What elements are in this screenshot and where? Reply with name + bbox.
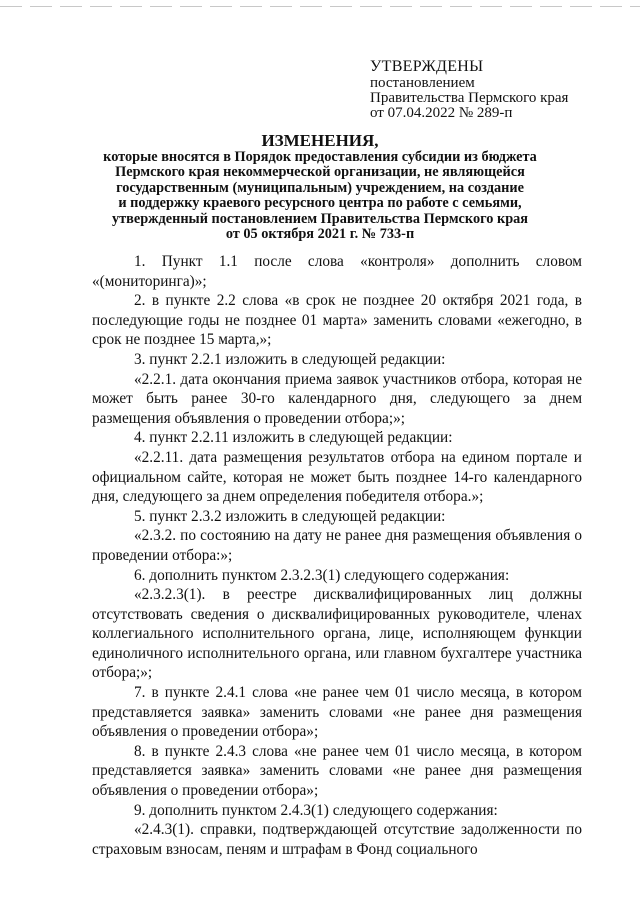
- body-paragraph: 8. в пункте 2.4.3 слова «не ранее чем 01 число месяца, в котором представляется заявка» заменить словами «не ранее дня размещения объявления о проведении отбора»;: [92, 742, 582, 800]
- approval-stamp: [370, 58, 620, 121]
- body-paragraph: «2.2.1. дата окончания приема заявок участников отбора, которая не может быть ранее 30-го календарного дня, следующего за днем размещения объявления о проведении отбора;»;: [92, 370, 582, 427]
- body-paragraph: 4. пункт 2.2.11 изложить в следующей редакции:: [134, 429, 453, 447]
- subtitle-line: от 05 октября 2021 г. № 733-п: [225, 226, 415, 243]
- body-paragraph: 3. пункт 2.2.1 изложить в следующей редакции:: [134, 350, 446, 368]
- body-paragraph: 9. дополнить пунктом 2.4.3(1) следующего содержания:: [134, 801, 498, 819]
- approval-line: Правительства Пермского края: [370, 90, 569, 106]
- approval-heading: УТВЕРЖДЕНЫ: [370, 58, 484, 75]
- subtitle-line: и поддержку краевого ресурсного центра по работе с семьями,: [118, 195, 522, 212]
- body-paragraph: «2.3.2. по состоянию на дату не ранее дня размещения объявления о проведении отбора:»;: [92, 527, 582, 564]
- body-paragraph: 6. дополнить пунктом 2.3.2.3(1) следующего содержания:: [134, 566, 510, 584]
- body-paragraph: «2.3.2.3(1). в реестре дисквалифицированных лиц должны отсутствовать сведения о дисквалифицированных руководителе, членах коллегиального исполнительного органа, лице, исполняющем функции единоличного исполнительного органа, или главном бухгалтере участника отбора;»;: [92, 586, 582, 682]
- subtitle-line: Пермского края некоммерческой организации, не являющейся: [115, 164, 525, 181]
- document-body: [92, 252, 582, 859]
- subtitle-line: государственным (муниципальным) учреждением, на создание: [116, 179, 524, 196]
- approval-date-number: от 07.04.2022 № 289-п: [370, 105, 513, 121]
- body-paragraph: 2. в пункте 2.2 слова «в срок не позднее 20 октября 2021 года, в последующие годы не позднее 01 марта» заменить словами «ежегодно, в срок не позднее 15 марта,»;: [92, 292, 582, 349]
- document-title: ИЗМЕНЕНИЯ,: [261, 131, 379, 150]
- approval-line: постановлением: [370, 75, 475, 91]
- scan-artifact-line: [0, 6, 640, 7]
- subtitle-line: утвержденный постановлением Правительства Пермского края: [111, 210, 529, 227]
- document-subtitle: [78, 150, 562, 242]
- body-paragraph: 7. в пункте 2.4.1 слова «не ранее чем 01 число месяца, в котором представляется заявка» заменить словами «не ранее дня размещения объявления о проведении отбора»;: [92, 684, 582, 741]
- body-paragraph: 5. пункт 2.3.2 изложить в следующей редакции:: [134, 507, 446, 525]
- subtitle-line: которые вносятся в Порядок предоставления субсидии из бюджета: [103, 149, 537, 165]
- body-paragraph: «2.2.11. дата размещения результатов отбора на едином портале и официальном сайте, которая не может быть позднее 14-го календарного дня, следующего за днем определения победителя отбора.»;: [92, 448, 582, 506]
- body-paragraph: 1. Пункт 1.1 после слова «контроля» дополнить словом «(мониторинга)»;: [92, 253, 582, 290]
- body-paragraph: «2.4.3(1). справки, подтверждающей отсутствие задолженности по страховым взносам, пеням и штрафам в Фонд социального: [92, 821, 582, 858]
